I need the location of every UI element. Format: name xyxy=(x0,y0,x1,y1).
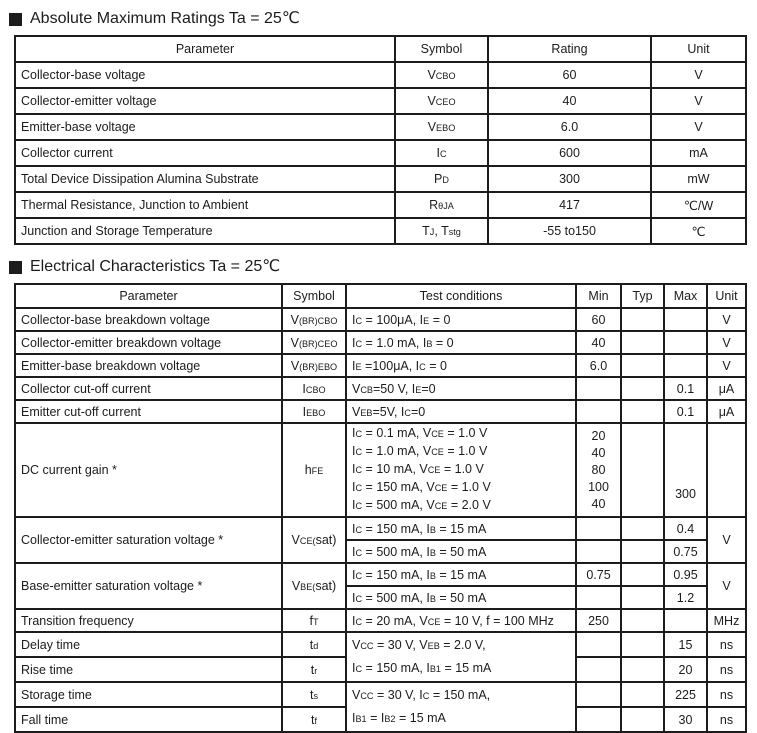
cell-unit: V xyxy=(651,88,746,114)
cell-parameter: Collector-emitter breakdown voltage xyxy=(15,331,282,354)
cell-unit: MHz xyxy=(707,609,746,632)
section-title-text: Electrical Characteristics Ta = 25℃ xyxy=(30,258,281,275)
cell-unit: V xyxy=(707,517,746,563)
cell-test-conditions: IC = 500 mA, IB = 50 mA xyxy=(346,586,576,609)
cell-symbol: V(BR)EBO xyxy=(282,354,346,377)
cell-symbol: VCBO xyxy=(395,62,488,88)
cell-test-conditions: IC = 0.1 mA, VCE = 1.0 V IC = 1.0 mA, VCE = 1.0 V IC = 10 mA, VCE = 1.0 V IC = 150 mA, VCE = 1.0 V IC = 500 mA, VCE = 2.0 V xyxy=(346,423,576,517)
cell-max: 0.4 xyxy=(664,517,707,540)
cell-unit xyxy=(707,423,746,517)
cell-parameter: Emitter-base breakdown voltage xyxy=(15,354,282,377)
table-row xyxy=(15,308,746,331)
table-row xyxy=(15,682,746,707)
table-row xyxy=(15,62,746,88)
header-typ: Typ xyxy=(621,284,664,308)
cell-test-conditions: VCC = 30 V, IC = 150 mA, IB1 = IB2 = 15 mA xyxy=(346,682,576,732)
cell-symbol: tf xyxy=(282,707,346,732)
cell-rating: 40 xyxy=(488,88,651,114)
cell-max: 0.1 xyxy=(664,377,707,400)
cell-unit: V xyxy=(651,114,746,140)
cell-parameter: Base-emitter saturation voltage * xyxy=(15,563,282,609)
cell-symbol: TJ, Tstg xyxy=(395,218,488,244)
cell-parameter: Transition frequency xyxy=(15,609,282,632)
cell-symbol: VCE(sat) xyxy=(282,517,346,563)
cell-symbol: tr xyxy=(282,657,346,682)
cell-rating: 600 xyxy=(488,140,651,166)
cell-unit: V xyxy=(707,563,746,609)
cell-typ xyxy=(621,682,664,707)
cell-min xyxy=(576,707,621,732)
table-row xyxy=(15,88,746,114)
cell-max xyxy=(664,609,707,632)
cell-symbol: V(BR)CBO xyxy=(282,308,346,331)
cell-parameter: Collector-base breakdown voltage xyxy=(15,308,282,331)
cell-unit: ns xyxy=(707,632,746,657)
cell-min: 60 xyxy=(576,308,621,331)
cell-parameter: Collector current xyxy=(15,140,395,166)
cell-symbol: RθJA xyxy=(395,192,488,218)
cell-unit: V xyxy=(707,308,746,331)
cell-min xyxy=(576,377,621,400)
section-title-absolute-maximum-ratings xyxy=(9,0,757,29)
table-row xyxy=(15,632,746,657)
section-title-electrical-characteristics xyxy=(9,245,757,277)
header-unit: Unit xyxy=(707,284,746,308)
cell-max: 0.75 xyxy=(664,540,707,563)
table-header-row xyxy=(15,284,746,308)
table-row xyxy=(15,400,746,423)
cell-symbol: PD xyxy=(395,166,488,192)
cell-typ xyxy=(621,657,664,682)
header-symbol: Symbol xyxy=(395,36,488,62)
cell-unit: V xyxy=(651,62,746,88)
cell-min: 250 xyxy=(576,609,621,632)
cell-rating: 60 xyxy=(488,62,651,88)
cell-unit: V xyxy=(707,354,746,377)
cell-unit: ns xyxy=(707,657,746,682)
cell-typ xyxy=(621,423,664,517)
cell-parameter: Thermal Resistance, Junction to Ambient xyxy=(15,192,395,218)
cell-unit: V xyxy=(707,331,746,354)
cell-symbol: VBE(sat) xyxy=(282,563,346,609)
cell-typ xyxy=(621,377,664,400)
electrical-characteristics-table xyxy=(14,283,747,733)
table-row xyxy=(15,354,746,377)
header-min: Min xyxy=(576,284,621,308)
cell-test-conditions: IC = 500 mA, IB = 50 mA xyxy=(346,540,576,563)
cell-parameter: Emitter cut-off current xyxy=(15,400,282,423)
cell-max: 0.95 xyxy=(664,563,707,586)
cell-unit: mW xyxy=(651,166,746,192)
cell-unit: μA xyxy=(707,377,746,400)
cell-parameter: Storage time xyxy=(15,682,282,707)
cell-min xyxy=(576,586,621,609)
cell-test-conditions: VCB=50 V, IE=0 xyxy=(346,377,576,400)
cell-test-conditions: VEB=5V, IC=0 xyxy=(346,400,576,423)
table-row xyxy=(15,166,746,192)
square-bullet-icon xyxy=(9,13,22,26)
cell-typ xyxy=(621,609,664,632)
cell-typ xyxy=(621,563,664,586)
cell-symbol: ts xyxy=(282,682,346,707)
cell-typ xyxy=(621,707,664,732)
cell-unit: ns xyxy=(707,682,746,707)
header-test-conditions: Test conditions xyxy=(346,284,576,308)
table-row xyxy=(15,192,746,218)
table-row xyxy=(15,563,746,586)
cell-symbol: VCEO xyxy=(395,88,488,114)
cell-typ xyxy=(621,540,664,563)
cell-min xyxy=(576,517,621,540)
absolute-maximum-ratings-table xyxy=(14,35,747,245)
cell-min xyxy=(576,400,621,423)
cell-parameter: Rise time xyxy=(15,657,282,682)
cell-symbol: IEBO xyxy=(282,400,346,423)
cell-test-conditions: IC = 100μA, IE = 0 xyxy=(346,308,576,331)
cell-min: 0.75 xyxy=(576,563,621,586)
cell-parameter: Fall time xyxy=(15,707,282,732)
section-title-text: Absolute Maximum Ratings Ta = 25℃ xyxy=(30,10,300,27)
cell-rating: 417 xyxy=(488,192,651,218)
cell-test-conditions: IC = 150 mA, IB = 15 mA xyxy=(346,517,576,540)
cell-rating: 6.0 xyxy=(488,114,651,140)
cell-max xyxy=(664,354,707,377)
cell-min xyxy=(576,632,621,657)
table-row xyxy=(15,114,746,140)
cell-symbol: IC xyxy=(395,140,488,166)
header-parameter: Parameter xyxy=(15,284,282,308)
cell-parameter: DC current gain * xyxy=(15,423,282,517)
cell-symbol: fT xyxy=(282,609,346,632)
cell-rating: -55 to150 xyxy=(488,218,651,244)
cell-max: 0.1 xyxy=(664,400,707,423)
cell-symbol: td xyxy=(282,632,346,657)
cell-unit: ℃ xyxy=(651,218,746,244)
cell-rating: 300 xyxy=(488,166,651,192)
table-row xyxy=(15,140,746,166)
cell-max: 15 xyxy=(664,632,707,657)
cell-test-conditions: IE =100μA, IC = 0 xyxy=(346,354,576,377)
cell-symbol: ICBO xyxy=(282,377,346,400)
cell-symbol: hFE xyxy=(282,423,346,517)
cell-typ xyxy=(621,400,664,423)
cell-parameter: Junction and Storage Temperature xyxy=(15,218,395,244)
cell-typ xyxy=(621,331,664,354)
cell-max: 1.2 xyxy=(664,586,707,609)
cell-unit: ns xyxy=(707,707,746,732)
table-row xyxy=(15,423,746,517)
cell-parameter: Collector-emitter saturation voltage * xyxy=(15,517,282,563)
cell-parameter: Total Device Dissipation Alumina Substrate xyxy=(15,166,395,192)
cell-max: 300 xyxy=(664,423,707,517)
cell-parameter: Collector-emitter voltage xyxy=(15,88,395,114)
cell-test-conditions: IC = 1.0 mA, IB = 0 xyxy=(346,331,576,354)
cell-unit: mA xyxy=(651,140,746,166)
cell-typ xyxy=(621,632,664,657)
cell-max xyxy=(664,331,707,354)
cell-min: 20 40 80 100 40 xyxy=(576,423,621,517)
header-rating: Rating xyxy=(488,36,651,62)
table-row xyxy=(15,218,746,244)
cell-unit: ℃/W xyxy=(651,192,746,218)
table-row xyxy=(15,609,746,632)
cell-min: 40 xyxy=(576,331,621,354)
cell-min xyxy=(576,657,621,682)
cell-symbol: VEBO xyxy=(395,114,488,140)
cell-min: 6.0 xyxy=(576,354,621,377)
cell-parameter: Collector-base voltage xyxy=(15,62,395,88)
cell-typ xyxy=(621,308,664,331)
header-unit: Unit xyxy=(651,36,746,62)
cell-parameter: Delay time xyxy=(15,632,282,657)
cell-min xyxy=(576,540,621,563)
cell-test-conditions: IC = 150 mA, IB = 15 mA xyxy=(346,563,576,586)
cell-test-conditions: IC = 20 mA, VCE = 10 V, f = 100 MHz xyxy=(346,609,576,632)
table-header-row xyxy=(15,36,746,62)
cell-parameter: Emitter-base voltage xyxy=(15,114,395,140)
cell-symbol: V(BR)CEO xyxy=(282,331,346,354)
square-bullet-icon xyxy=(9,261,22,274)
table-row xyxy=(15,377,746,400)
cell-unit: μA xyxy=(707,400,746,423)
cell-max: 225 xyxy=(664,682,707,707)
cell-typ xyxy=(621,586,664,609)
cell-parameter: Collector cut-off current xyxy=(15,377,282,400)
cell-max: 30 xyxy=(664,707,707,732)
cell-min xyxy=(576,682,621,707)
cell-max xyxy=(664,308,707,331)
cell-typ xyxy=(621,517,664,540)
cell-typ xyxy=(621,354,664,377)
header-parameter: Parameter xyxy=(15,36,395,62)
cell-max: 20 xyxy=(664,657,707,682)
header-symbol: Symbol xyxy=(282,284,346,308)
cell-test-conditions: VCC = 30 V, VEB = 2.0 V, IC = 150 mA, IB1 = 15 mA xyxy=(346,632,576,682)
table-row xyxy=(15,517,746,540)
header-max: Max xyxy=(664,284,707,308)
table-row xyxy=(15,331,746,354)
